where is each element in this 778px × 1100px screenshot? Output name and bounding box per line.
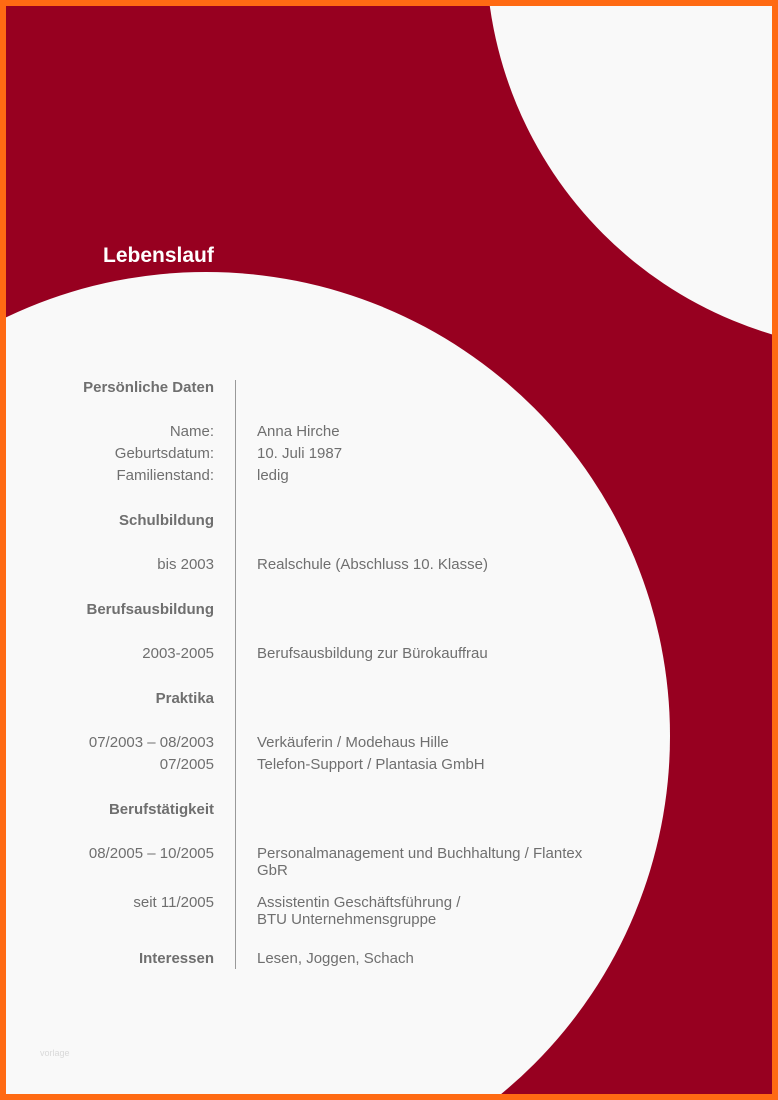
label-internship-2-period: 07/2005 xyxy=(159,756,214,773)
value-name: Anna Hirche xyxy=(257,423,340,440)
section-heading-training: Berufsausbildung xyxy=(86,601,214,618)
value-marital-status: ledig xyxy=(257,467,289,484)
value-work-2-line2: BTU Unternehmensgruppe xyxy=(257,911,437,928)
value-work-1-line2: GbR xyxy=(257,862,288,879)
label-work-1-period: 08/2005 – 10/2005 xyxy=(88,845,214,862)
label-training-period: 2003-2005 xyxy=(142,645,214,662)
section-heading-work: Berufstätigkeit xyxy=(108,801,214,818)
value-school: Realschule (Abschluss 10. Klasse) xyxy=(257,556,488,573)
resume-page xyxy=(6,6,772,1094)
value-interests: Lesen, Joggen, Schach xyxy=(257,950,414,967)
page-title: Lebenslauf xyxy=(103,244,214,267)
section-heading-internships: Praktika xyxy=(155,690,214,707)
section-heading-personal: Persönliche Daten xyxy=(83,379,214,396)
label-internship-1-period: 07/2003 – 08/2003 xyxy=(88,734,214,751)
label-name: Name: xyxy=(169,423,214,440)
label-work-2-period: seit 11/2005 xyxy=(133,894,214,911)
label-marital-status: Familienstand: xyxy=(116,467,214,484)
footer-watermark: vorlage xyxy=(40,1048,70,1058)
label-school-period: bis 2003 xyxy=(157,556,214,573)
section-heading-interests: Interessen xyxy=(138,950,214,967)
label-birthdate: Geburtsdatum: xyxy=(114,445,214,462)
background-shapes xyxy=(6,6,772,1094)
value-work-1-line1: Personalmanagement und Buchhaltung / Flantex xyxy=(257,845,583,862)
top-right-circle xyxy=(486,6,772,351)
value-internship-2: Telefon-Support / Plantasia GmbH xyxy=(257,756,485,773)
section-heading-school: Schulbildung xyxy=(119,512,214,529)
value-work-2-line1: Assistentin Geschäftsführung / xyxy=(257,894,461,911)
value-birthdate: 10. Juli 1987 xyxy=(257,445,343,462)
value-training: Berufsausbildung zur Bürokauffrau xyxy=(257,645,488,662)
value-internship-1: Verkäuferin / Modehaus Hille xyxy=(257,734,449,751)
column-divider xyxy=(235,380,236,969)
